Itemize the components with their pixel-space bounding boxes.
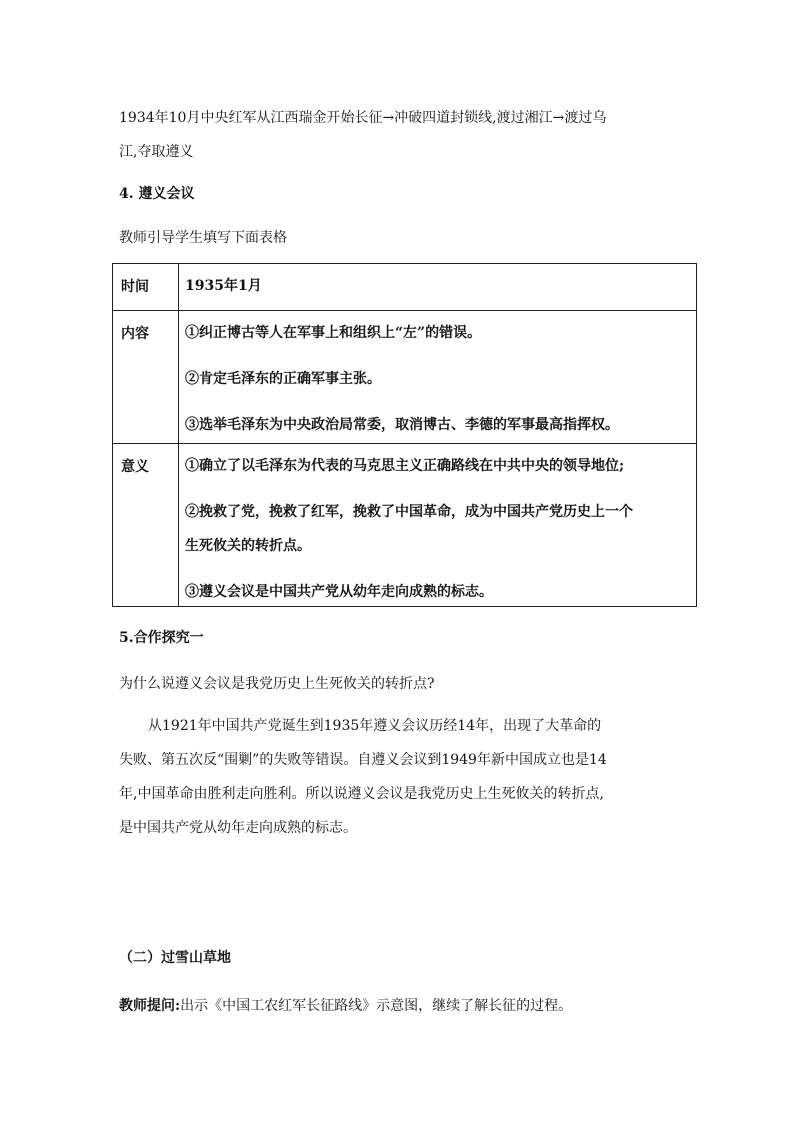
answer-line-4: 是中国共产党从幼年走向成熟的标志。 [119,820,357,836]
meaning-item-2-line-2: 生死攸关的转折点。 [185,538,311,554]
teacher-question [119,996,572,1016]
intro-line-1: 1934年10月中央红军从江西瑞金开始长征→冲破四道封锁线,渡过湘江→渡过乌 [119,110,607,126]
meaning-cell [179,444,697,607]
section-4-heading: 4. 遵义会议 [119,186,195,202]
table-row-content [113,311,697,444]
meaning-label: 意义 [113,444,179,607]
answer-line-3: 年,中国革命由胜利走向胜利。所以说遵义会议是我党历史上生死攸关的转折点, [119,786,604,802]
content-item-1: ①纠正博古等人在军事上和组织上“左”的错误。 [185,325,482,341]
section-5-question: 为什么说遵义会议是我党历史上生死攸关的转折点? [119,676,435,692]
answer-line-1: 从1921年中国共产党诞生到1935年遵义会议历经14年，出现了大革命的 [148,718,602,734]
content-item-3: ③选举毛泽东为中央政治局常委，取消博古、李德的军事最高指挥权。 [185,417,619,433]
table-row-meaning [113,444,697,607]
time-label: 时间 [113,264,179,311]
intro-line-2: 江,夺取遵义 [119,144,194,160]
time-value-cell [179,264,697,311]
teacher-question-label: 教师提问: [119,998,181,1014]
meaning-item-2-line-1: ②挽救了党，挽救了红军，挽救了中国革命，成为中国共产党历史上一个 [185,504,633,520]
teacher-instruction: 教师引导学生填写下面表格 [119,230,287,246]
section-5-heading: 5.合作探究一 [119,630,204,646]
content-item-2: ②肯定毛泽东的正确军事主张。 [185,371,381,387]
part-2-heading: （二）过雪山草地 [119,950,231,966]
meaning-item-3: ③遵义会议是中国共产党从幼年走向成熟的标志。 [185,584,493,600]
teacher-question-text: 出示《中国工农红军长征路线》示意图，继续了解长征的过程。 [180,998,573,1014]
zunyi-meeting-table [112,263,697,607]
content-cell [179,311,697,444]
content-label: 内容 [113,311,179,444]
table-row-time [113,264,697,311]
answer-line-2: 失败、第五次反“围剿”的失败等错误。自遵义会议到1949年新中国成立也是14 [119,752,607,768]
time-value: 1935年1月 [185,278,262,294]
meaning-item-1: ①确立了以毛泽东为代表的马克思主义正确路线在中共中央的领导地位; [185,458,625,474]
